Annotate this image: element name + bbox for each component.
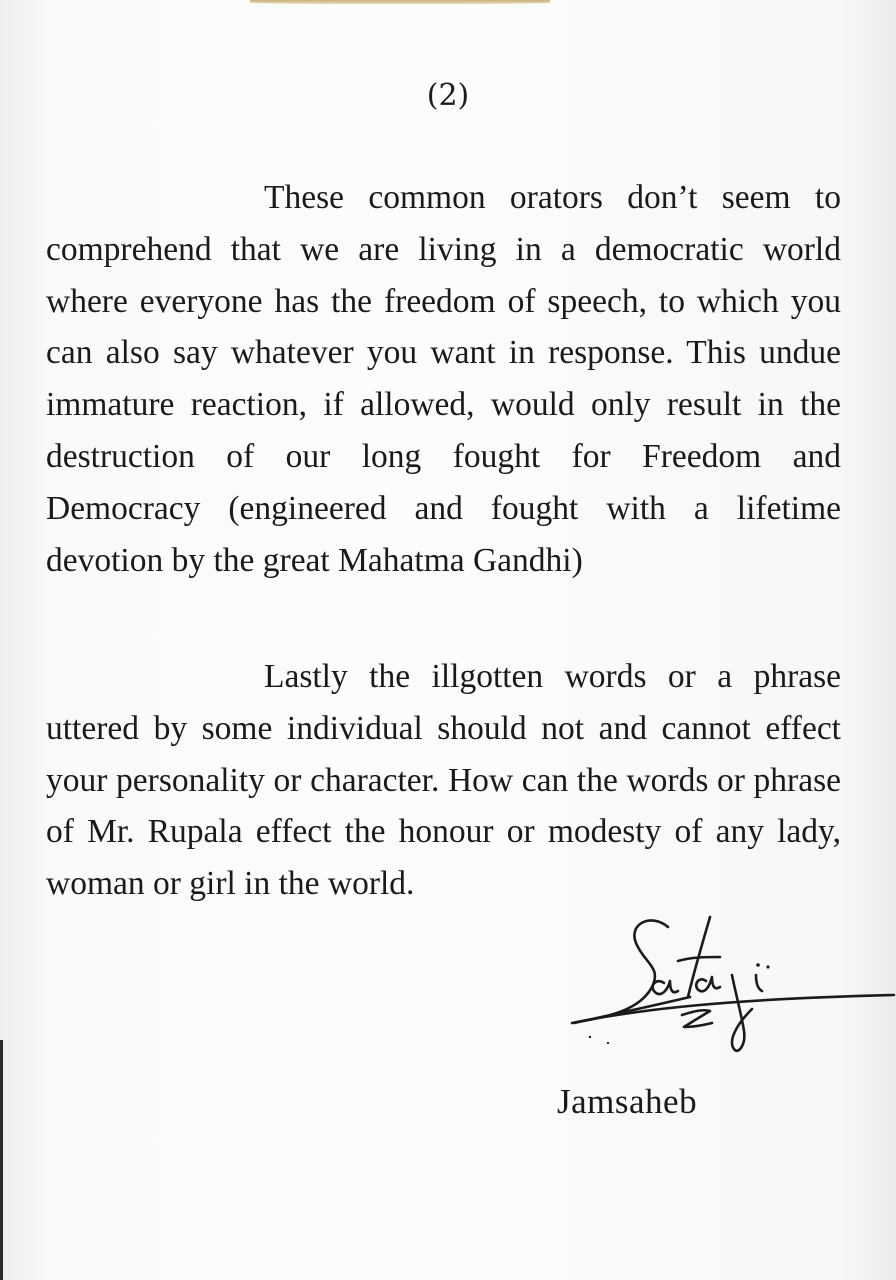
signatory-name: Jamsaheb xyxy=(557,1082,698,1121)
page-left-edge xyxy=(0,1040,3,1280)
page-number: (2) xyxy=(426,78,470,113)
handwritten-signature xyxy=(560,905,896,1065)
paragraph-2: Lastly the illgotten words or a phrase uttered by some individual should not and cannot effect your personality or character. How can the words or phrase of Mr. Rupala effect the honour or modesty of any lady, woman or girl in the world. xyxy=(46,658,841,903)
page-top-edge xyxy=(250,0,550,4)
paragraph-1: These common orators don’t seem to comprehend that we are living in a democratic world where everyone has the freedom of speech, to which you can also say whatever you want in response. This undue immature reaction, if allowed, would only result in the destruction of our long fought for Freedom and Democracy (engineered and fought with a lifetime devotion by the great Mahatma Gandhi) xyxy=(46,179,841,579)
